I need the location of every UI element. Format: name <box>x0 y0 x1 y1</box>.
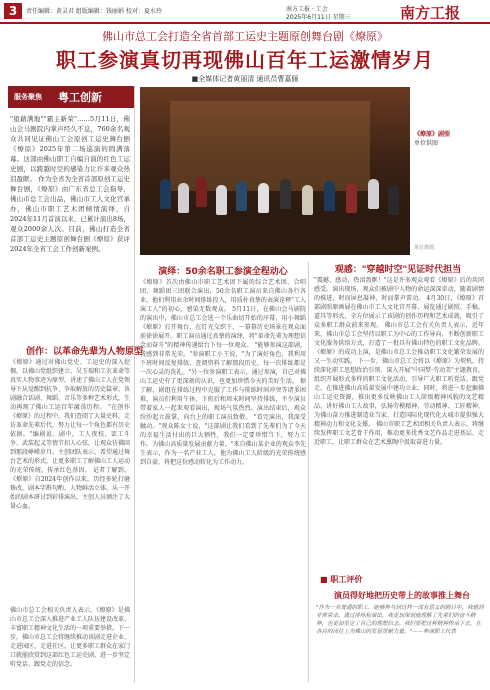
caption-title: 《燎原》剧照 <box>414 131 451 138</box>
subhead-performance: 演绎：50余名职工参演全程动心 <box>158 267 288 277</box>
actor-figure <box>216 185 227 215</box>
stage-floor <box>140 207 410 255</box>
photo-credit: 单位供图 <box>414 245 435 251</box>
actor-figure <box>368 179 379 209</box>
page-header <box>0 0 490 24</box>
newspaper-logo: 南方工报 <box>400 4 461 22</box>
body-impressions: "震撼、感动、热泪盈眶！"这是许多观众观看《燎原》后的共同感受。演出现场，观众们被剧中人物的命运深深牵动，随着剧情的推进，时而屏息凝神，时而掌声雷动。 4月30日，《燎原》首部剧照原画展在佛山市工人文化宫开幕，展览通过剧照、手稿、道具等形式，全方位展示了该剧的创作历程和艺术成就，吸引了众多职工群众前来参观。 佛山市总工会有关负责人表示，近年来，佛山市总工会坚持以职工为中心的工作导向，不断创新职工文化服务供给方式，打造了一批具有佛山特色的职工文化品牌。《燎原》的成功上演，是佛山市总工会推动职工文化繁荣发展的又一生动实践。 下一步，佛山市总工会将以《燎原》为契机，持续深化职工思想政治引领，深入开展"中国梦·劳动美"主题教育，组织开展形式多样的职工文化活动，引导广大职工听党话、跟党走，在推进佛山高质量发展中建功立业。同时，将进一步挖掘佛山工运史资源，推出更多反映佛山工人阶级精神风貌的文艺精品，讲好佛山工人故事，弘扬劳模精神、劳动精神、工匠精神，为佛山奋力推进制造业当家、打造国际化现代化大城市提供强大精神动力和文化支撑。 佛山市职工艺术团相关负责人表示，将继续发挥职工文艺骨干作用，推动更多优秀文艺作品走进基层、走近职工，让职工群众在艺术熏陶中汲取奋进力量。 <box>314 277 484 446</box>
kicker-title: 佛山市总工会打造全省首部工运史主题原创舞台剧《燎原》 <box>102 30 388 43</box>
actor-figure <box>258 183 269 213</box>
body-creation: 《燎原》通过对佛山党史、工运史的深入挖掘，以佛山党组织建立、吴玉瑞和工农革命等真实人物事迹为原型，讲述了佛山工人在党领导下从觉醒到抗争、争取解放的历史篇章。该剧融合话剧、舞蹈、音乐等多种艺术形式，生动再现了佛山工运百年激荡历程。 "在创作《燎原》的过程中，我们查阅了大量史料，走访革命先辈后代，努力让每一个角色都有历史依据。"编剧说。剧中，工人夜校、罢工斗争、武装起义等情节扣人心弦，让观众仿佛回到那段峥嵘岁月。主创团队表示，希望通过舞台艺术的形式，让更多职工了解佛山工人运动的光荣传统，传承红色基因。 记者了解到，《燎原》自2024年创作以来，历经多轮打磨修改，剧本字斟句酌，人物鲜活立体。从一开始的剧本研讨到彩排演出，主创人员倾注了大量心血。 <box>10 359 130 510</box>
body-performance: 《燎原》首次由佛山市职工艺术团下属的综合艺术团、合唱团、舞蹈团三团联合演出，50余名职工演员来自佛山各行各业，他们利用业余时间排练投入，用质朴真挚的表演诠释"工人演工人"的初心，感染无数观众。 5月11日，在佛山会马剧院的演出中，佛山市总工会选一个乐曲切开始的序幕，用小舞蹈《燎原》打开舞台，在灯光交织下，一幕幕历史场景在观众面前徐徐展开。职工演员通过真挚的演绎，将"革命先辈为理想信念而奋斗"的精神传递给台下每一位观众。 "能够参演这部剧，我感到非常光荣。"参演职工小王说，"为了演好角色，我利用下班时间反复排练，查阅资料了解那段历史，每一次排练都是一次心灵的洗礼。"另一位参演职工表示，通过参演，自己对佛山工运史有了更深刻的认识，也更加珍惜今天的美好生活。 据了解，剧组在排练过程中克服了工作与排练时间冲突等诸多困难，演员们利用午休、下班后和周末时间坚持排练，不少演员带着家人一起来观看演出，现场气氛热烈。演出结束后，观众纷纷起立鼓掌，向台上的职工演员致敬。 "看完演出，我深受触动。"观众陈女士说，"这部剧让我们看到了先辈们为了今天的幸福生活付出的巨大牺牲，我们一定要珍惜当下，努力工作，为佛山高质量发展贡献力量。"来自佛山某企业的观众李先生表示，作为一名产业工人，他为佛山工人阶级的光荣传统感到自豪，将把这份感动转化为工作动力。 <box>140 279 306 466</box>
subhead-quote: 演员得好地把历史带上的故事推上舞台 <box>334 591 470 600</box>
actor-figure <box>196 177 207 207</box>
column-divider <box>308 262 309 682</box>
subhead-impressions: 观感："穿越时空"见证时代担当 <box>334 265 462 275</box>
quote-text: "作为一名普通的职工，能够参与到这样一部有意义的剧目中，我感到非常荣幸。通过排练和演出，我更加深刻地理解了先辈们的奋斗精神，也更加坚定了自己的理想信念。我们要把这种精神传承下去，在各自的岗位上为佛山的发展贡献力量。"——参演职工代表 <box>316 605 484 635</box>
issue-date: 2025年6月11日 星期三 <box>286 14 351 21</box>
photo-caption <box>414 130 484 148</box>
byline: ■全媒体记者黄丽清 通讯员曹嘉俪 <box>191 75 299 83</box>
column-tag-big: 粤工创新 <box>58 91 102 104</box>
actor-figure <box>324 181 335 211</box>
stage-photo <box>140 87 410 255</box>
section-line: 南方工报 · 工会 <box>286 6 328 13</box>
column-tag <box>8 86 134 108</box>
lead-paragraph: "狼藉满地""霸主新荣"……5月11日，佛山会马剧院内掌声经久不息，760余名观众共同见证佛山工会原创工运史舞台剧《燎原》2025年第二场巡演的圆满落幕。这部由佛山职工自编自演的红色工运史剧，以跨越时空的感染力让许多观众热泪盈眶。 作为全省为全省首部原创工运史舞台剧，《燎原》由广东省总工会指导，佛山市总工会出品，佛山市工人文化宫承办，佛山市职工艺术团倾情演绎，自2024年11月首演以来，已累计演出8场，观众2000余人次。目前，佛山打造全省首部工运史主题原创舞台剧《燎原》获评2024年全省工会工作创新案例。 <box>10 115 130 253</box>
actor-figure <box>302 185 313 215</box>
editors-line: 责任编辑：黄灵君 组版编辑：钱丽娟 校对：夏水玲 <box>26 8 162 15</box>
main-headline: 职工参演真切再现佛山百年工运激情岁月 <box>56 48 434 72</box>
subhead-worker-review: ■ 职工评价 <box>320 575 363 584</box>
actor-figure <box>346 183 357 213</box>
actor-figure <box>280 179 291 209</box>
column-tag-small: 服务聚焦 <box>14 93 42 101</box>
actor-figure <box>160 179 171 209</box>
actor-figure <box>388 185 399 215</box>
subhead-creation: 创作：以革命先辈为人物原型 <box>26 347 144 357</box>
caption-credit: 单位供图 <box>414 140 439 147</box>
actor-figure <box>178 183 189 213</box>
page-number: 3 <box>4 3 22 19</box>
body-closing: 佛山市总工会相关负责人表示，《燎原》是佛山市总工会深入推进产业工人队伍建设改革、丰富职工精神文化生活的一项重要举措。下一步，佛山市总工会将继续推动该剧走进企业、走进园区、走进社区，让更多职工群众在家门口就能欣赏到这部红色工运史剧，进一步坚定听党话、跟党走的信念。 <box>10 607 130 668</box>
actor-figure <box>236 181 247 211</box>
